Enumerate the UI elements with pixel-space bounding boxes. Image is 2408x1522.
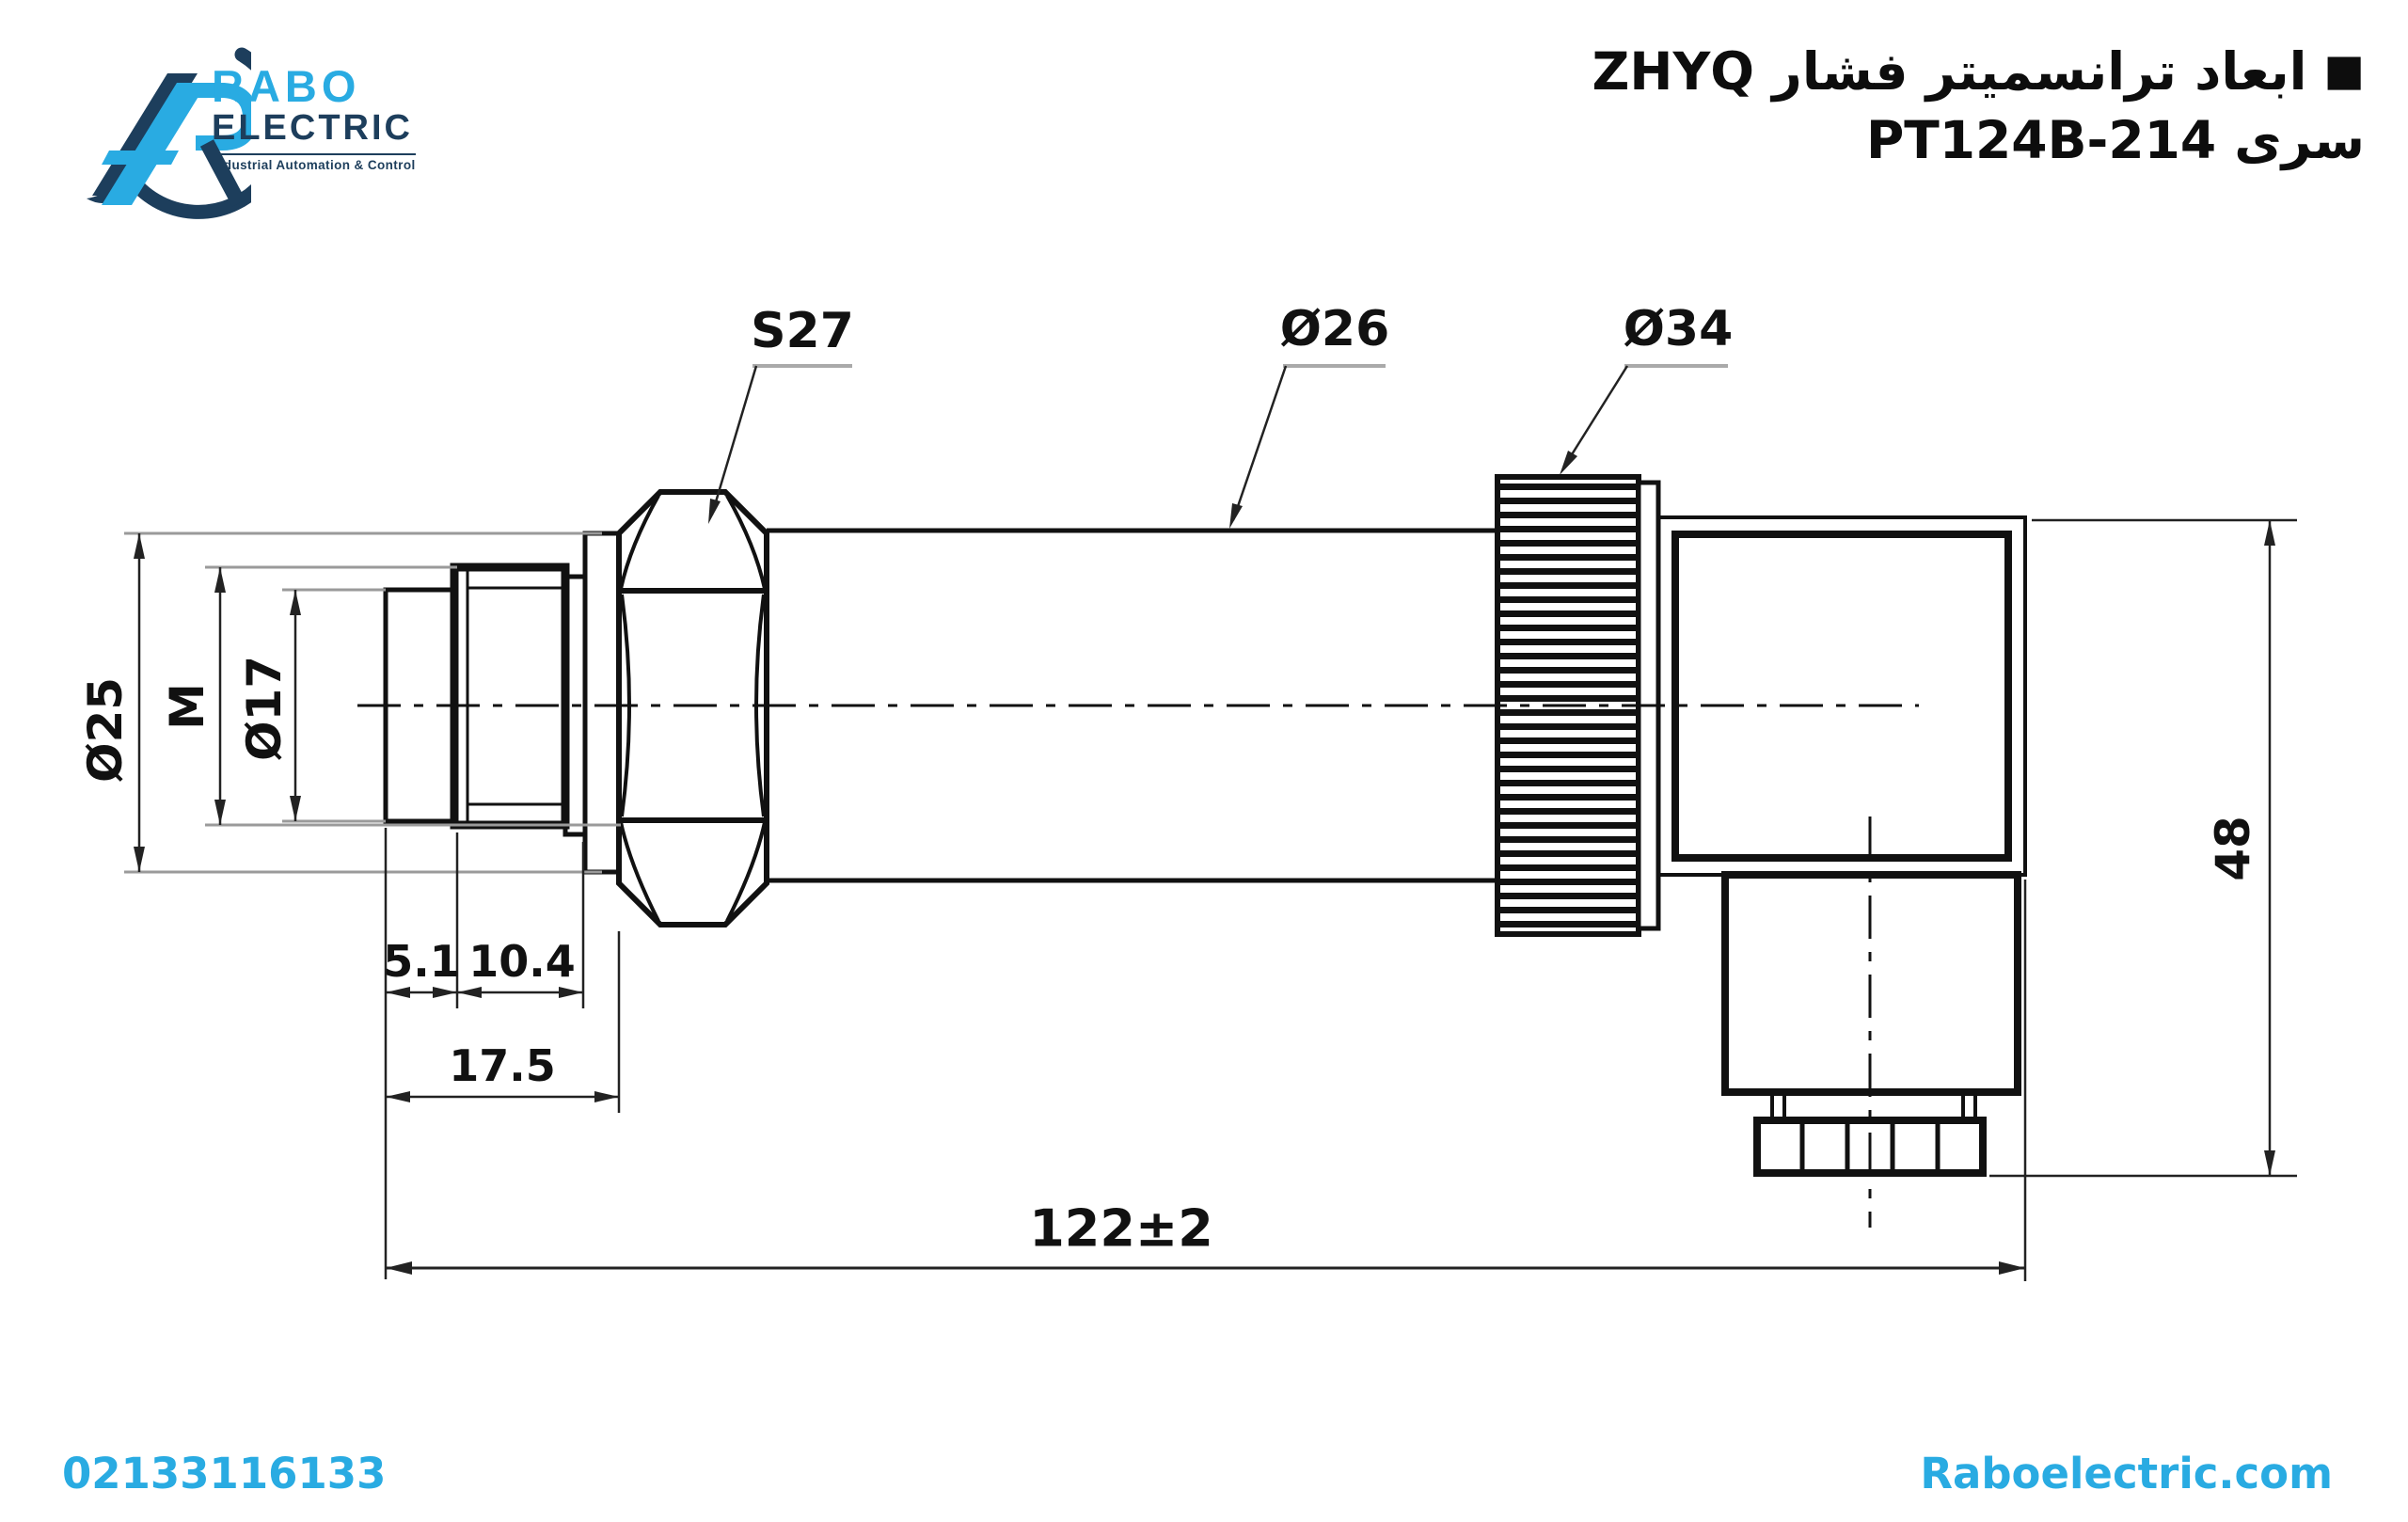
dim-label-s27: S27: [751, 303, 854, 359]
dim-label-d26: Ø26: [1279, 301, 1390, 357]
dim-label-d17: Ø17: [237, 655, 292, 762]
title-line-1: [1592, 38, 2365, 106]
logo-tagline-text: Industrial Automation & Control: [212, 153, 416, 172]
logo-wordmark: [212, 61, 416, 172]
dim-label-122: 122±2: [1029, 1198, 1213, 1259]
dim-label-m: M: [160, 683, 214, 730]
din-connector-group: [1658, 517, 2025, 1173]
page-title: [1592, 38, 2365, 174]
footer-phone-number: 02133116133: [62, 1449, 387, 1498]
dim-label-10-4: 10.4: [468, 936, 576, 987]
dim-label-5-1: 5.1: [383, 936, 460, 987]
dim-label-17-5: 17.5: [449, 1040, 556, 1091]
dim-label-d25: Ø25: [78, 676, 133, 784]
title-line-1-text: ابعاد ترانسمیتر فشار ZHYQ: [1592, 41, 2307, 102]
dim-label-48: 48: [2206, 816, 2260, 881]
dim-label-d34: Ø34: [1623, 301, 1734, 357]
centerlines-group: [357, 706, 1919, 1228]
footer-website-link[interactable]: Raboelectric.com: [1920, 1449, 2333, 1498]
logo-brand-text: RABO: [212, 61, 361, 111]
hex-nut-group: [619, 492, 767, 925]
logo-brand2-text: ELECTRIC: [212, 108, 413, 148]
square-bullet-icon: ■: [2323, 44, 2365, 95]
dimension-lines-group: [124, 366, 2297, 1281]
title-line-2: سری PT124B-214: [1865, 109, 2365, 170]
rabo-electric-logo: [49, 26, 425, 224]
pressure-port-group: [386, 533, 619, 872]
